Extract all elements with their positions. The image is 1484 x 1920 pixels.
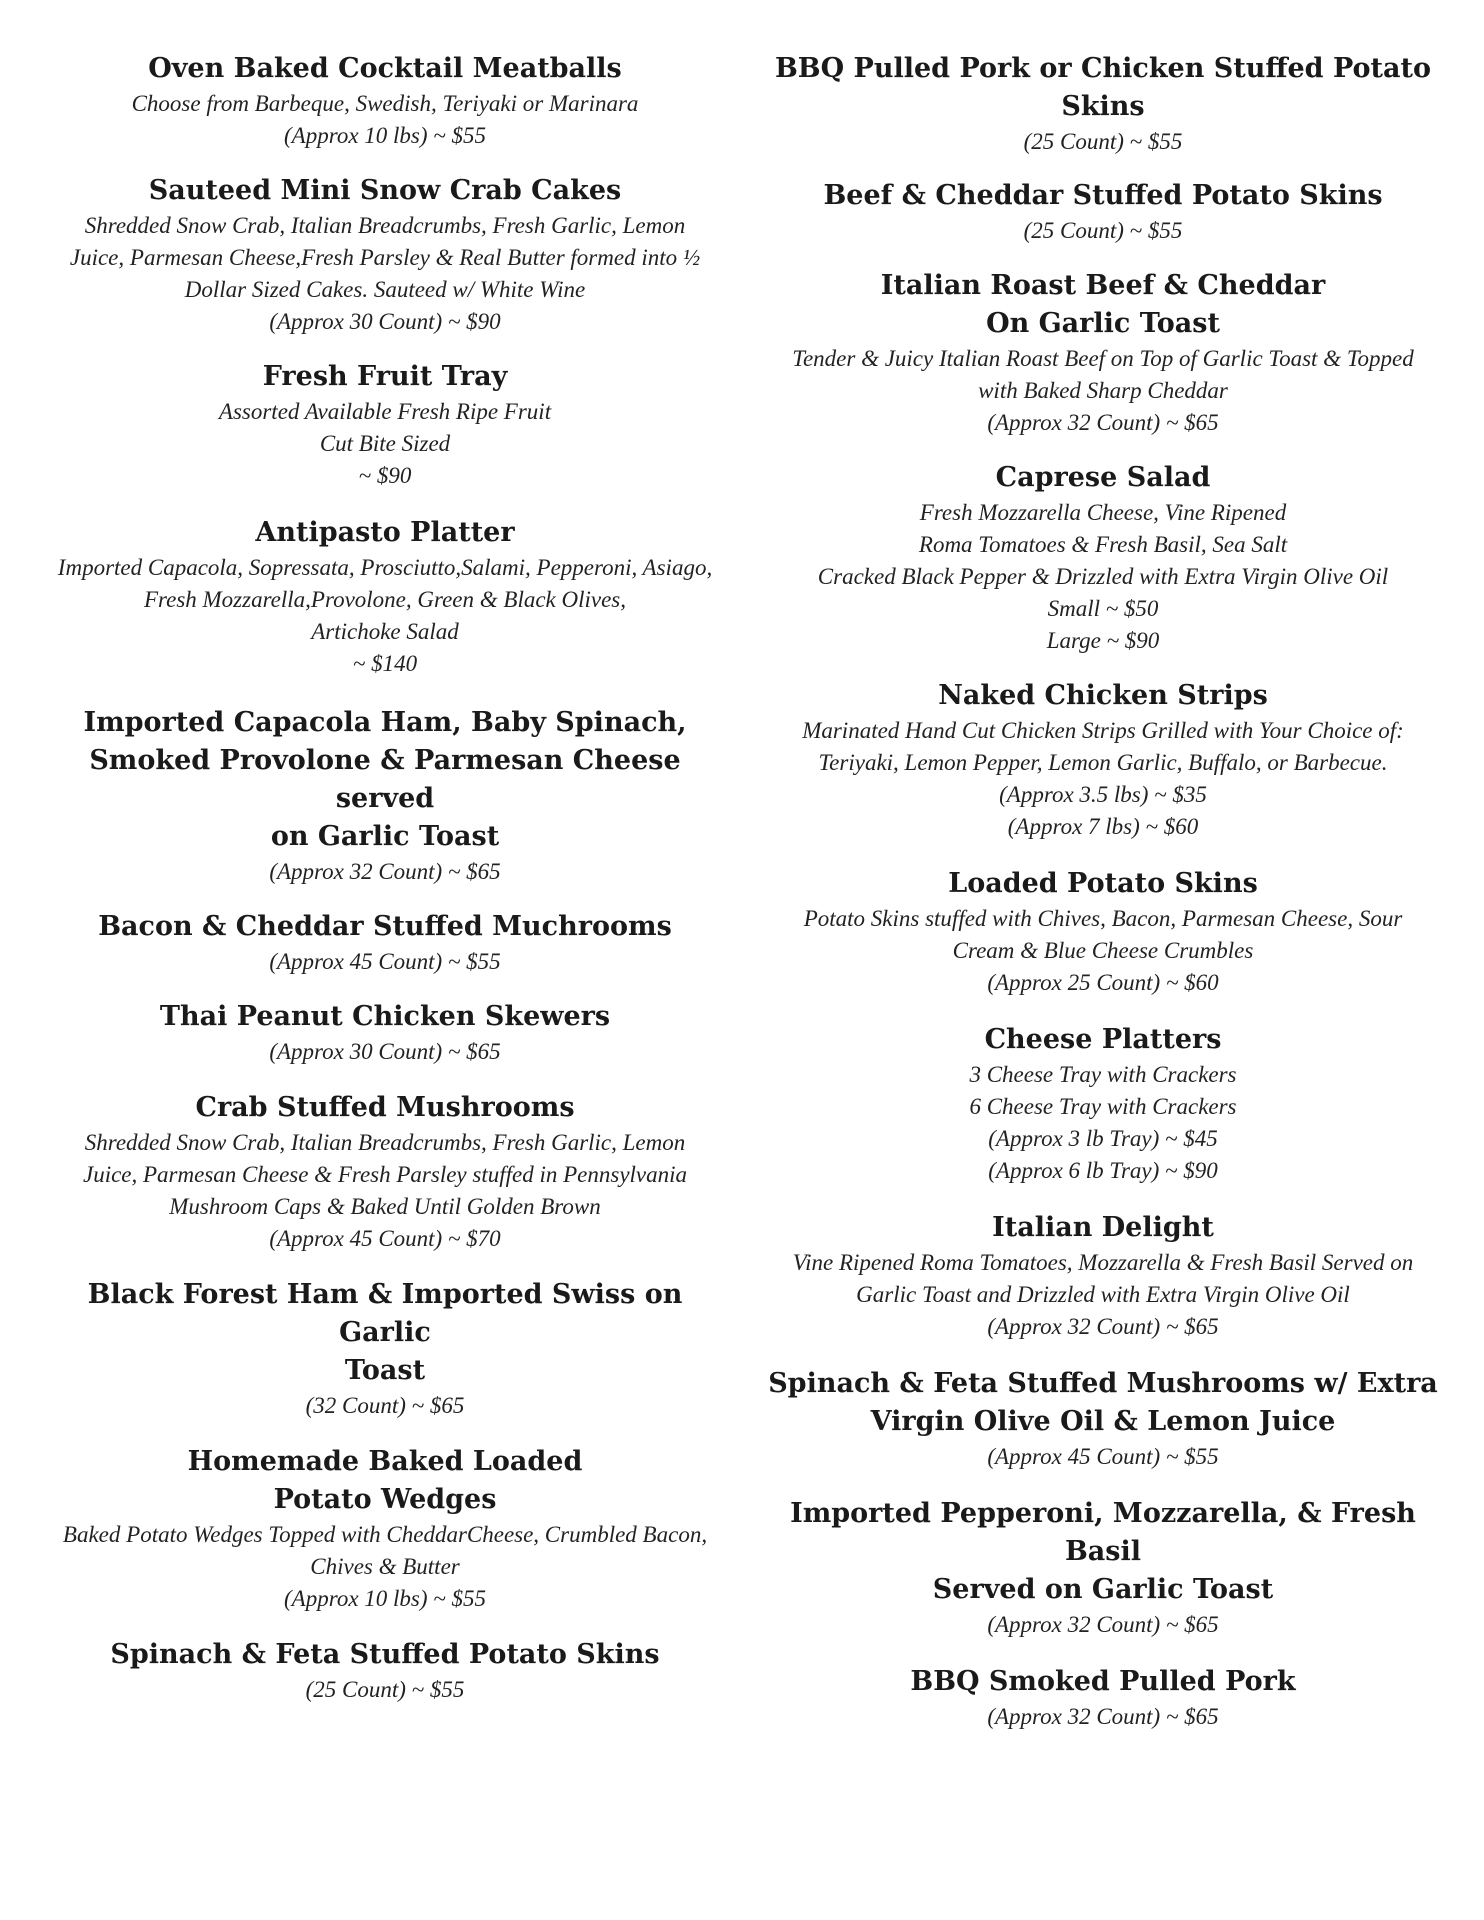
- menu-item-description: with Baked Sharp Cheddar: [978, 378, 1228, 403]
- menu-item-description: Garlic Toast and Drizzled with Extra Virgin Olive Oil: [856, 1282, 1350, 1307]
- menu-item-description: Artichoke Salad: [311, 619, 459, 644]
- menu-item-beef-cheddar-stuffed-potato-skins: [758, 177, 1448, 247]
- menu-item-bacon-cheddar-stuffed-muchrooms: [45, 908, 725, 978]
- menu-item-description: Roma Tomatoes & Fresh Basil, Sea Salt: [918, 532, 1288, 557]
- menu-item-description: Choose from Barbeque, Swedish, Teriyaki or Marinara: [131, 91, 639, 116]
- menu-item-description: Mushroom Caps & Baked Until Golden Brown: [169, 1194, 601, 1219]
- menu-item-black-forest-ham-imported-swiss-on-garlic-toast: [45, 1276, 725, 1422]
- menu-item-fresh-fruit-tray: [45, 358, 725, 492]
- menu-item-price: Large ~ $90: [1046, 628, 1160, 653]
- menu-item-description: Cut Bite Sized: [319, 431, 451, 456]
- menu-item-naked-chicken-strips: [758, 677, 1448, 843]
- menu-item-price: (Approx 32 Count) ~ $65: [987, 1314, 1219, 1339]
- menu-item-description: 6 Cheese Tray with Crackers: [969, 1094, 1237, 1119]
- menu-column-right: [758, 50, 1448, 1733]
- menu-item-price: (Approx 10 lbs) ~ $55: [284, 1586, 486, 1611]
- menu-item-price: (Approx 45 Count) ~ $55: [987, 1444, 1219, 1469]
- menu-item-crab-stuffed-mushrooms: [45, 1089, 725, 1255]
- menu-item-title: Antipasto Platter: [255, 517, 515, 548]
- menu-item-cheese-platters: [758, 1021, 1448, 1187]
- menu-item-title: Italian Delight: [992, 1212, 1214, 1243]
- menu-item-title: Crab Stuffed Mushrooms: [195, 1092, 575, 1123]
- menu-item-description: Marinated Hand Cut Chicken Strips Grilled with Your Choice of:: [802, 718, 1404, 743]
- menu-item-price: ~ $140: [352, 651, 418, 676]
- menu-item-homemade-baked-loaded-potato-wedges: [45, 1443, 725, 1615]
- menu-item-title: Sauteed Mini Snow Crab Cakes: [148, 175, 622, 206]
- menu-item-spinach-feta-stuffed-mushrooms-w-extra-virgin-olive-oil-lemon-juice: [758, 1365, 1448, 1473]
- menu-item-title: Potato Wedges: [273, 1484, 497, 1515]
- menu-item-title: Naked Chicken Strips: [938, 680, 1268, 711]
- menu-item-description: Imported Capacola, Sopressata, Prosciutto,Salami, Pepperoni, Asiago,: [57, 555, 713, 580]
- menu-item-price: ~ $90: [358, 463, 412, 488]
- menu-item-sauteed-mini-snow-crab-cakes: [45, 172, 725, 338]
- menu-item-title: Caprese Salad: [995, 462, 1211, 493]
- menu-item-imported-pepperoni-mozzarella-fresh-basil-served-on-garlic-toast: [758, 1495, 1448, 1641]
- menu-item-title: Italian Roast Beef & Cheddar: [880, 270, 1326, 301]
- menu-item-title: Thai Peanut Chicken Skewers: [159, 1001, 611, 1032]
- menu-item-title: Served on Garlic Toast: [932, 1574, 1274, 1605]
- menu-item-title: On Garlic Toast: [986, 308, 1220, 339]
- menu-item-price: (Approx 6 lb Tray) ~ $90: [988, 1158, 1218, 1183]
- menu-item-title: Smoked Provolone & Parmesan Cheese served: [89, 745, 681, 814]
- menu-item-loaded-potato-skins: [758, 865, 1448, 999]
- menu-item-italian-delight: [758, 1209, 1448, 1343]
- menu-item-price: (Approx 3 lb Tray) ~ $45: [988, 1126, 1218, 1151]
- menu-item-title: Toast: [344, 1355, 426, 1386]
- menu-item-description: Fresh Mozzarella,Provolone, Green & Black Olives,: [143, 587, 627, 612]
- menu-item-price: (32 Count) ~ $65: [305, 1393, 465, 1418]
- menu-item-price: (Approx 7 lbs) ~ $60: [1007, 814, 1199, 839]
- menu-item-description: Dollar Sized Cakes. Sauteed w/ White Wine: [184, 277, 586, 302]
- menu-item-price: (Approx 32 Count) ~ $65: [269, 859, 501, 884]
- menu-item-description: 3 Cheese Tray with Crackers: [969, 1062, 1237, 1087]
- menu-item-price: Small ~ $50: [1047, 596, 1159, 621]
- menu-item-price: (Approx 45 Count) ~ $70: [269, 1226, 501, 1251]
- menu-item-title: Cheese Platters: [984, 1024, 1222, 1055]
- menu-item-title: Black Forest Ham & Imported Swiss on Garlic: [87, 1279, 683, 1348]
- menu-item-price: (Approx 30 Count) ~ $65: [269, 1039, 501, 1064]
- menu-item-description: Vine Ripened Roma Tomatoes, Mozzarella & Fresh Basil Served on: [792, 1250, 1414, 1275]
- menu-item-title: BBQ Pulled Pork or Chicken Stuffed Potato Skins: [774, 53, 1431, 122]
- menu-item-spinach-feta-stuffed-potato-skins: [45, 1636, 725, 1706]
- menu-item-price: (25 Count) ~ $55: [1023, 129, 1183, 154]
- menu-item-bbq-smoked-pulled-pork: [758, 1663, 1448, 1733]
- menu-item-description: Assorted Available Fresh Ripe Fruit: [218, 399, 552, 424]
- menu-item-description: Cracked Black Pepper & Drizzled with Extra Virgin Olive Oil: [817, 564, 1389, 589]
- menu-item-bbq-pulled-pork-or-chicken-stuffed-potato-skins: [758, 50, 1448, 158]
- menu-item-price: (Approx 25 Count) ~ $60: [987, 970, 1219, 995]
- menu-item-title: Fresh Fruit Tray: [262, 361, 508, 392]
- menu-item-price: (Approx 30 Count) ~ $90: [269, 309, 501, 334]
- menu-item-title: Spinach & Feta Stuffed Potato Skins: [110, 1639, 660, 1670]
- menu-item-price: (Approx 32 Count) ~ $65: [987, 1704, 1219, 1729]
- menu-item-title: Beef & Cheddar Stuffed Potato Skins: [823, 180, 1383, 211]
- menu-item-price: (Approx 10 lbs) ~ $55: [284, 123, 486, 148]
- menu-item-price: (Approx 45 Count) ~ $55: [269, 949, 501, 974]
- menu-item-title: Bacon & Cheddar Stuffed Muchrooms: [98, 911, 672, 942]
- menu-column-left: [45, 50, 725, 1706]
- menu-item-description: Shredded Snow Crab, Italian Breadcrumbs, Fresh Garlic, Lemon: [84, 213, 686, 238]
- menu-item-thai-peanut-chicken-skewers: [45, 998, 725, 1068]
- menu-item-title: on Garlic Toast: [270, 821, 500, 852]
- menu-item-title: BBQ Smoked Pulled Pork: [910, 1666, 1296, 1697]
- menu-item-imported-capacola-ham-baby-spinach-smoked-provolone-parmesan-cheese-served-on-garlic-toast: [45, 704, 725, 888]
- menu-item-description: Teriyaki, Lemon Pepper, Lemon Garlic, Buffalo, or Barbecue.: [818, 750, 1388, 775]
- menu-item-description: Cream & Blue Cheese Crumbles: [952, 938, 1254, 963]
- menu-item-title: Oven Baked Cocktail Meatballs: [148, 53, 622, 84]
- menu-item-title: Imported Pepperoni, Mozzarella, & Fresh Basil: [790, 1498, 1416, 1567]
- menu-item-oven-baked-cocktail-meatballs: [45, 50, 725, 152]
- menu-item-title: Virgin Olive Oil & Lemon Juice: [870, 1406, 1336, 1437]
- menu-item-description: Juice, Parmesan Cheese,Fresh Parsley & Real Butter formed into ½: [69, 245, 701, 270]
- menu-item-title: Spinach & Feta Stuffed Mushrooms w/ Extra: [768, 1368, 1438, 1399]
- menu-item-description: Juice, Parmesan Cheese & Fresh Parsley stuffed in Pennsylvania: [82, 1162, 688, 1187]
- menu-item-title: Loaded Potato Skins: [948, 868, 1258, 899]
- menu-item-description: Fresh Mozzarella Cheese, Vine Ripened: [919, 500, 1287, 525]
- menu-item-price: (Approx 3.5 lbs) ~ $35: [999, 782, 1207, 807]
- menu-item-caprese-salad: [758, 459, 1448, 657]
- menu-item-price: (25 Count) ~ $55: [1023, 218, 1183, 243]
- menu-item-title: Homemade Baked Loaded: [187, 1446, 583, 1477]
- menu-item-price: (Approx 32 Count) ~ $65: [987, 1612, 1219, 1637]
- menu-item-price: (Approx 32 Count) ~ $65: [987, 410, 1219, 435]
- menu-item-description: Chives & Butter: [310, 1554, 460, 1579]
- menu-item-italian-roast-beef-cheddar-on-garlic-toast: [758, 267, 1448, 439]
- menu-item-description: Potato Skins stuffed with Chives, Bacon, Parmesan Cheese, Sour: [803, 906, 1403, 931]
- menu-item-price: (25 Count) ~ $55: [305, 1677, 465, 1702]
- menu-item-description: Tender & Juicy Italian Roast Beef on Top of Garlic Toast & Topped: [792, 346, 1414, 371]
- menu-item-antipasto-platter: [45, 514, 725, 680]
- menu-item-description: Baked Potato Wedges Topped with CheddarCheese, Crumbled Bacon,: [62, 1522, 708, 1547]
- menu-item-description: Shredded Snow Crab, Italian Breadcrumbs, Fresh Garlic, Lemon: [84, 1130, 686, 1155]
- menu-item-title: Imported Capacola Ham, Baby Spinach,: [83, 707, 687, 738]
